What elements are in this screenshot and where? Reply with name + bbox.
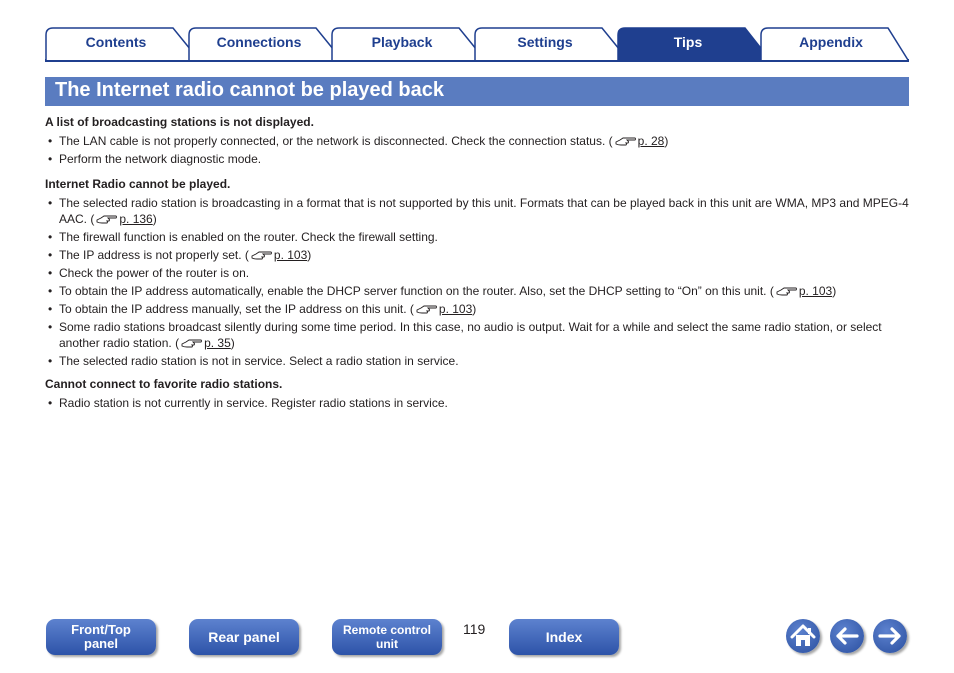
- arrow-left-icon: [830, 619, 864, 653]
- list-item-text: Radio station is not currently in service. Register radio stations in service.: [59, 396, 448, 410]
- list-item: [45, 319, 909, 351]
- bullet-list: [45, 195, 909, 369]
- page-reference-link[interactable]: p. 103: [438, 302, 473, 316]
- button-label: Rear panel: [208, 629, 280, 645]
- ref-close: ): [230, 336, 235, 350]
- section-broadcasting-list: [45, 115, 909, 169]
- list-item: [45, 229, 909, 245]
- page-reference[interactable]: [175, 336, 235, 350]
- list-item-text: The LAN cable is not properly connected, or the network is disconnected. Check the connection status.: [59, 134, 606, 148]
- index-button[interactable]: [509, 619, 619, 655]
- ref-open: (: [244, 248, 249, 262]
- button-label-line2: unit: [376, 637, 398, 651]
- page-number: 119: [463, 621, 486, 637]
- page-reference-link[interactable]: p. 28: [637, 134, 665, 148]
- bullet-list: [45, 133, 909, 167]
- page-title-bar: [45, 77, 909, 106]
- list-item: [45, 195, 909, 227]
- pointing-hand-icon: [96, 214, 118, 224]
- button-label-line1: Front/Top: [71, 622, 131, 637]
- forward-button[interactable]: [873, 619, 907, 653]
- tab-label: Contents: [85, 34, 147, 50]
- chapter-tabs: [45, 27, 909, 63]
- ref-open: (: [175, 336, 180, 350]
- ref-close: ): [152, 212, 157, 226]
- list-item-text: Some radio stations broadcast silently during some time period. In this case, no audio is output. Wait for a while and select the same radio station, or select another radio station.: [59, 320, 882, 350]
- list-item: [45, 133, 909, 149]
- button-label: Index: [545, 629, 583, 645]
- pointing-hand-icon: [776, 286, 798, 296]
- ref-open: (: [608, 134, 613, 148]
- tab-label: Appendix: [799, 34, 863, 50]
- ref-close: ): [472, 302, 477, 316]
- page-reference-link[interactable]: p. 103: [273, 248, 308, 262]
- section-heading: Cannot connect to favorite radio stations.: [45, 377, 283, 391]
- section-internet-radio: [45, 177, 909, 371]
- rear-panel-button[interactable]: [189, 619, 299, 655]
- arrow-right-icon: [873, 619, 907, 653]
- pointing-hand-icon: [251, 250, 273, 260]
- ref-open: (: [769, 284, 774, 298]
- back-button[interactable]: [830, 619, 864, 653]
- front-top-panel-button[interactable]: [46, 619, 156, 655]
- list-item: [45, 151, 909, 167]
- list-item: [45, 301, 909, 317]
- home-button[interactable]: [786, 619, 820, 653]
- page-reference[interactable]: [609, 134, 669, 148]
- section-heading: A list of broadcasting stations is not displayed.: [45, 115, 314, 129]
- list-item-text: To obtain the IP address automatically, enable the DHCP server function on the router. Also, set the DHCP setting to “On” on this unit.: [59, 284, 767, 298]
- ref-open: (: [90, 212, 95, 226]
- section-heading: Internet Radio cannot be played.: [45, 177, 231, 191]
- button-label-line2: panel: [84, 636, 118, 651]
- page-reference-link[interactable]: p. 136: [119, 212, 153, 226]
- ref-open: (: [409, 302, 414, 316]
- pointing-hand-icon: [615, 136, 637, 146]
- pointing-hand-icon: [416, 304, 438, 314]
- tab-label: Settings: [517, 34, 573, 50]
- list-item: [45, 395, 909, 411]
- tab-label: Tips: [673, 34, 703, 50]
- list-item-text: To obtain the IP address manually, set the IP address on this unit.: [59, 302, 407, 316]
- tab-appendix[interactable]: [760, 27, 915, 61]
- page-reference[interactable]: [90, 212, 156, 226]
- list-item-text: The selected radio station is not in service. Select a radio station in service.: [59, 354, 459, 368]
- page-reference[interactable]: [410, 302, 476, 316]
- button-label-line1: Remote control: [342, 623, 431, 637]
- remote-control-unit-button[interactable]: [332, 619, 442, 655]
- page-reference-link[interactable]: p. 103: [798, 284, 833, 298]
- page-title: The Internet radio cannot be played back: [55, 79, 444, 101]
- tab-playback[interactable]: [331, 27, 486, 61]
- tab-contents[interactable]: [45, 27, 200, 61]
- tab-settings[interactable]: [474, 27, 629, 61]
- tab-label: Connections: [216, 34, 302, 50]
- home-icon: [786, 619, 820, 653]
- list-item-text: Perform the network diagnostic mode.: [59, 152, 262, 166]
- list-item-text: Check the power of the router is on.: [59, 266, 250, 280]
- list-item: [45, 283, 909, 299]
- list-item-text: The IP address is not properly set.: [59, 248, 242, 262]
- list-item-text: The firewall function is enabled on the router. Check the firewall setting.: [59, 230, 438, 244]
- tab-tips[interactable]: [617, 27, 772, 61]
- list-item: [45, 265, 909, 281]
- ref-close: ): [307, 248, 312, 262]
- page-reference[interactable]: [770, 284, 836, 298]
- pointing-hand-icon: [181, 338, 203, 348]
- tab-label: Playback: [371, 34, 433, 50]
- tab-connections[interactable]: [188, 27, 343, 61]
- page-reference-link[interactable]: p. 35: [204, 336, 231, 350]
- page-reference[interactable]: [245, 248, 311, 262]
- ref-close: ): [832, 284, 837, 298]
- ref-close: ): [664, 134, 669, 148]
- list-item-text: The selected radio station is broadcasting in a format that is not supported by this unit. Formats that can be played back in this unit are WMA, MP3 and MPEG-4 AAC.: [59, 196, 909, 226]
- list-item: [45, 353, 909, 369]
- bullet-list: [45, 395, 909, 411]
- list-item: [45, 247, 909, 263]
- section-favorite-stations: [45, 377, 909, 413]
